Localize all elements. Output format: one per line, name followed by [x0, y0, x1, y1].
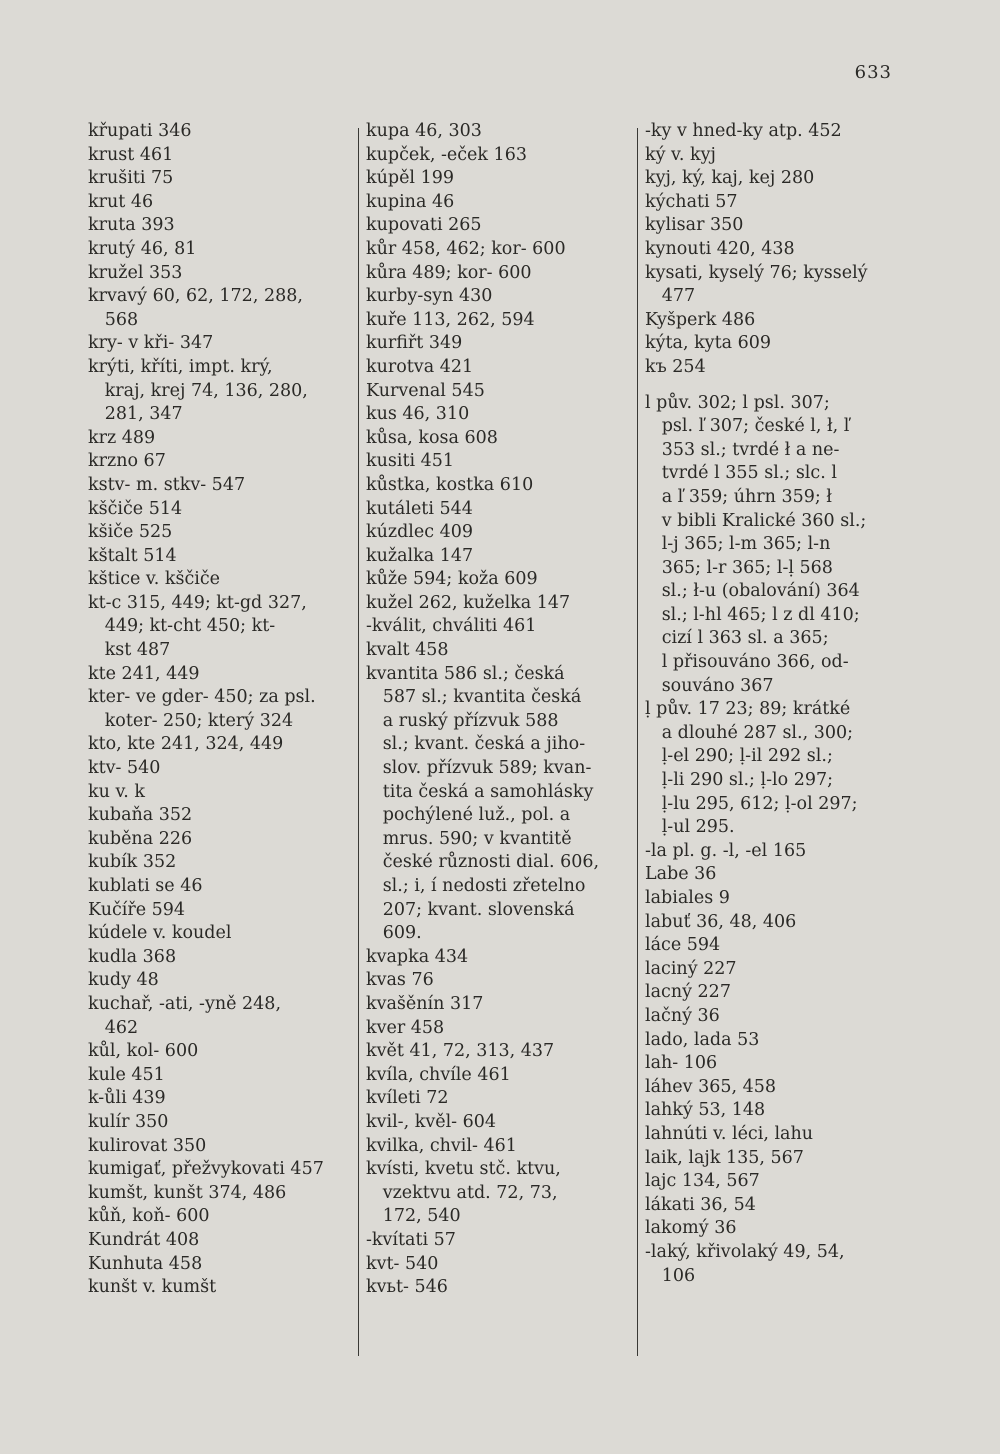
- index-entry-line: kvantita 586 sl.; česká: [366, 663, 565, 684]
- index-entry-line: slov. přízvuk 589; kvan-: [366, 758, 592, 779]
- index-entry-line: kúdele v. koudel: [88, 923, 232, 944]
- index-entry-line: tvrdé l 355 sl.; slc. l: [645, 463, 837, 484]
- index-entry-line: kvíleti 72: [366, 1088, 449, 1109]
- index-entry-line: lacný 227: [645, 982, 731, 1003]
- index-entry-line: ký v. kyj: [645, 144, 716, 165]
- index-entry-line: křupati 346: [88, 121, 192, 141]
- index-entry-line: kus 46, 310: [366, 404, 470, 425]
- index-column-3: [645, 120, 915, 1288]
- index-entry-line: kt-c 315, 449; kt-gd 327,: [88, 592, 307, 613]
- index-entry-line: lahnúti v. léci, lahu: [645, 1123, 814, 1144]
- index-entry-line: kůže 594; koža 609: [366, 569, 538, 590]
- index-entry-line: labiales 9: [645, 888, 730, 908]
- index-entry-line: 477: [645, 286, 696, 307]
- index-entry-line: kupček, -eček 163: [366, 144, 527, 165]
- index-entry-line: kůň, koň- 600: [88, 1206, 210, 1227]
- index-entry-line: kuběna 226: [88, 828, 193, 849]
- index-entry-line: kter- ve gder- 450; za psl.: [88, 687, 316, 708]
- index-entry-line: kštalt 514: [88, 545, 177, 566]
- index-entry-line: ktv- 540: [88, 758, 161, 779]
- index-entry-line: kruta 393: [88, 215, 175, 236]
- index-entry-line: kst 487: [88, 640, 171, 661]
- index-entry-line: kýta, kyta 609: [645, 333, 772, 354]
- index-entry-line: kublati se 46: [88, 876, 203, 896]
- index-entry-line: Kučíře 594: [88, 899, 186, 920]
- index-entry-line: kulirovat 350: [88, 1135, 207, 1156]
- index-entry-line: kulír 350: [88, 1111, 169, 1132]
- index-entry-line: kvilka, chvil- 461: [366, 1135, 517, 1156]
- index-entry-line: Kundrát 408: [88, 1229, 200, 1250]
- index-entry-line: láce 594: [645, 935, 721, 956]
- index-entry-line: ḷ pův. 17 23; 89; krátké: [645, 699, 851, 720]
- index-entry-line: lajc 134, 567: [645, 1171, 760, 1192]
- index-entry-line: kynouti 420, 438: [645, 238, 795, 259]
- index-entry-line: kupa 46, 303: [366, 121, 482, 141]
- index-entry-line: sl.; i, í nedosti zřetelno: [366, 876, 586, 896]
- index-entry-line: ḷ-li 290 sl.; ḷ-lo 297;: [645, 770, 834, 791]
- index-entry-line: 462: [88, 1017, 139, 1038]
- index-entry-line: kъ 254: [645, 356, 706, 377]
- index-column-1: [88, 120, 356, 1300]
- index-entry-line: souváno 367: [645, 675, 774, 696]
- index-entry-line: kvapka 434: [366, 946, 469, 967]
- index-entry-line: lahký 53, 148: [645, 1100, 766, 1121]
- index-entry-line: Kyšperk 486: [645, 309, 756, 330]
- index-entry-line: kysati, kyselý 76; kysselý: [645, 262, 868, 283]
- index-entry-line: -ky v hned-ky atp. 452: [645, 121, 842, 141]
- index-entry-line: Kunhuta 458: [88, 1253, 203, 1274]
- index-entry-line: kto, kte 241, 324, 449: [88, 734, 284, 755]
- index-entry-line: kůsa, kosa 608: [366, 427, 498, 448]
- index-entry-line: kunšt v. kumšt: [88, 1277, 217, 1298]
- index-entry-line: Labe 36: [645, 864, 717, 885]
- index-entry-line: kúpěl 199: [366, 168, 454, 189]
- index-entry-line: kumigať, přežvykovati 457: [88, 1159, 324, 1180]
- index-entry-line: 568: [88, 309, 139, 330]
- index-entry-line: 587 sl.; kvantita česká: [366, 687, 582, 708]
- index-entry-line: ḷ-ul 295.: [645, 817, 735, 838]
- index-entry-line: l-j 365; l-m 365; l-n: [645, 534, 831, 555]
- index-entry-line: kůl, kol- 600: [88, 1041, 199, 1062]
- index-entry-line: 106: [645, 1265, 696, 1286]
- index-column-2: [366, 120, 634, 1300]
- index-entry-line: krutý 46, 81: [88, 238, 197, 259]
- index-entry-line: kvašěnín 317: [366, 993, 484, 1014]
- index-entry-line: a dlouhé 287 sl., 300;: [645, 722, 854, 743]
- index-entry-line: láhev 365, 458: [645, 1076, 777, 1097]
- index-entry-line: 365; l-r 365; l-ḷ 568: [645, 557, 833, 578]
- index-entry-line: mrus. 590; v kvantitě: [366, 828, 572, 849]
- index-entry-line: laik, lajk 135, 567: [645, 1147, 804, 1168]
- index-entry-line: kstv- m. stkv- 547: [88, 474, 246, 495]
- index-entry-line: -laký, křivolaký 49, 54,: [645, 1241, 845, 1262]
- index-entry-line: -kvítati 57: [366, 1229, 456, 1250]
- index-entry-line: ku v. k: [88, 781, 145, 802]
- index-entry-line: kůra 489; kor- 600: [366, 262, 532, 283]
- index-entry-line: krvavý 60, 62, 172, 288,: [88, 286, 303, 307]
- index-entry-line: Kurvenal 545: [366, 380, 485, 401]
- index-entry-line: květ 41, 72, 313, 437: [366, 1041, 555, 1062]
- index-entry-line: kubík 352: [88, 852, 177, 873]
- index-entry-line: kraj, krej 74, 136, 280,: [88, 380, 308, 401]
- index-entry-line: kšiče 525: [88, 522, 173, 543]
- index-entry-line: kvьt- 546: [366, 1277, 448, 1298]
- index-entry-line: kužalka 147: [366, 545, 474, 566]
- index-entry-line: kyj, ký, kaj, kej 280: [645, 168, 815, 189]
- index-entry-line: kuchař, -ati, -yně 248,: [88, 993, 282, 1014]
- index-entry-line: 172, 540: [366, 1206, 461, 1227]
- index-entry-line: kutáleti 544: [366, 498, 473, 519]
- index-entry-line: 449; kt-cht 450; kt-: [88, 616, 276, 637]
- index-entry-line: kudy 48: [88, 970, 159, 991]
- index-entry-line: kte 241, 449: [88, 663, 200, 684]
- index-entry-line: lado, lada 53: [645, 1029, 760, 1050]
- index-entry-line: kurby-syn 430: [366, 286, 493, 307]
- index-entry-line: a ruský přízvuk 588: [366, 710, 559, 731]
- index-entry-line: kružel 353: [88, 262, 183, 283]
- index-entry-line: krut 46: [88, 191, 154, 212]
- index-entry-line: kurfiřt 349: [366, 333, 463, 354]
- index-entry-line: 609.: [366, 923, 422, 944]
- index-entry-line: kumšt, kunšt 374, 486: [88, 1182, 287, 1203]
- index-entry-line: labuť 36, 48, 406: [645, 911, 797, 932]
- index-entry-line: kvíla, chvíle 461: [366, 1064, 511, 1085]
- index-entry-line: krýti, kříti, impt. krý,: [88, 356, 273, 377]
- index-entry-line: kůstka, kostka 610: [366, 474, 534, 495]
- index-entry-line: ḷ-el 290; ḷ-il 292 sl.;: [645, 746, 833, 767]
- index-entry-line: kvas 76: [366, 970, 434, 991]
- index-entry-line: lakomý 36: [645, 1218, 737, 1239]
- index-entry-line: kštice v. kščiče: [88, 569, 221, 590]
- index-entry-line: pochýlené luž., pol. a: [366, 805, 571, 826]
- index-entry-line: l přisouváno 366, od-: [645, 652, 849, 673]
- index-entry-line: -kválit, chváliti 461: [366, 616, 537, 637]
- index-entry-line: lačný 36: [645, 1005, 720, 1026]
- index-entry-line: kvísti, kvetu stč. ktvu,: [366, 1159, 561, 1180]
- index-entry-line: krust 461: [88, 144, 174, 165]
- index-entry-line: v bibli Kralické 360 sl.;: [645, 510, 867, 531]
- index-entry-line: tita česká a samohlásky: [366, 781, 594, 802]
- index-entry-line: kůr 458, 462; kor- 600: [366, 238, 566, 259]
- index-entry-line: a ľ 359; úhrn 359; ł: [645, 486, 832, 507]
- index-entry-line: kry- v kři- 347: [88, 333, 214, 354]
- index-entry-line: 281, 347: [88, 404, 183, 425]
- index-entry-line: kvt- 540: [366, 1253, 439, 1274]
- index-entry-line: k-ůli 439: [88, 1088, 166, 1109]
- index-entry-line: ḷ-lu 295, 612; ḷ-ol 297;: [645, 793, 858, 814]
- index-entry-line: 207; kvant. slovenská: [366, 899, 575, 920]
- index-entry-line: kule 451: [88, 1064, 165, 1085]
- index-entry-line: sl.; ł-u (obalování) 364: [645, 581, 860, 602]
- index-entry-line: kvalt 458: [366, 640, 449, 661]
- index-entry-line: české různosti dial. 606,: [366, 852, 600, 873]
- index-entry-line: sl.; l-hl 465; l z dl 410;: [645, 604, 860, 625]
- index-entry-line: 353 sl.; tvrdé ł a ne-: [645, 439, 840, 460]
- index-entry-line: -la pl. g. -l, -el 165: [645, 840, 807, 861]
- index-entry-line: kylisar 350: [645, 215, 744, 236]
- index-entry-line: kúzdlec 409: [366, 522, 474, 543]
- column-divider-1: [358, 128, 359, 1356]
- index-entry-line: sl.; kvant. česká a jiho-: [366, 734, 586, 755]
- index-entry-line: l pův. 302; l psl. 307;: [645, 392, 830, 413]
- index-entry-line: cizí l 363 sl. a 365;: [645, 628, 829, 649]
- index-entry-line: kščiče 514: [88, 498, 183, 519]
- index-entry-line: krz 489: [88, 427, 156, 448]
- index-entry-line: kurotva 421: [366, 356, 474, 377]
- index-entry-line: psl. ľ 307; české l, ł, ľ: [645, 416, 850, 437]
- page-number: 633: [854, 62, 892, 83]
- index-entry-line: krzno 67: [88, 451, 166, 472]
- column-divider-2: [637, 128, 638, 1356]
- index-entry-line: kubaňa 352: [88, 805, 193, 826]
- index-entry-line: lah- 106: [645, 1053, 718, 1074]
- index-entry-line: koter- 250; který 324: [88, 710, 294, 731]
- index-entry-line: vzektvu atd. 72, 73,: [366, 1182, 558, 1203]
- index-entry-line: krušiti 75: [88, 168, 174, 189]
- index-entry-line: kver 458: [366, 1017, 445, 1038]
- section-gap: [645, 380, 915, 392]
- index-entry-line: kupovati 265: [366, 215, 482, 236]
- index-entry-line: lákati 36, 54: [645, 1194, 756, 1215]
- index-entry-line: kýchati 57: [645, 191, 738, 212]
- index-entry-line: laciný 227: [645, 958, 737, 979]
- index-entry-line: kužel 262, kuželka 147: [366, 592, 571, 613]
- index-entry-line: kvil-, kvěl- 604: [366, 1111, 497, 1132]
- index-entry-line: kudla 368: [88, 946, 177, 967]
- index-entry-line: kuře 113, 262, 594: [366, 309, 535, 330]
- index-entry-line: kusiti 451: [366, 451, 455, 472]
- index-entry-line: kupina 46: [366, 191, 455, 212]
